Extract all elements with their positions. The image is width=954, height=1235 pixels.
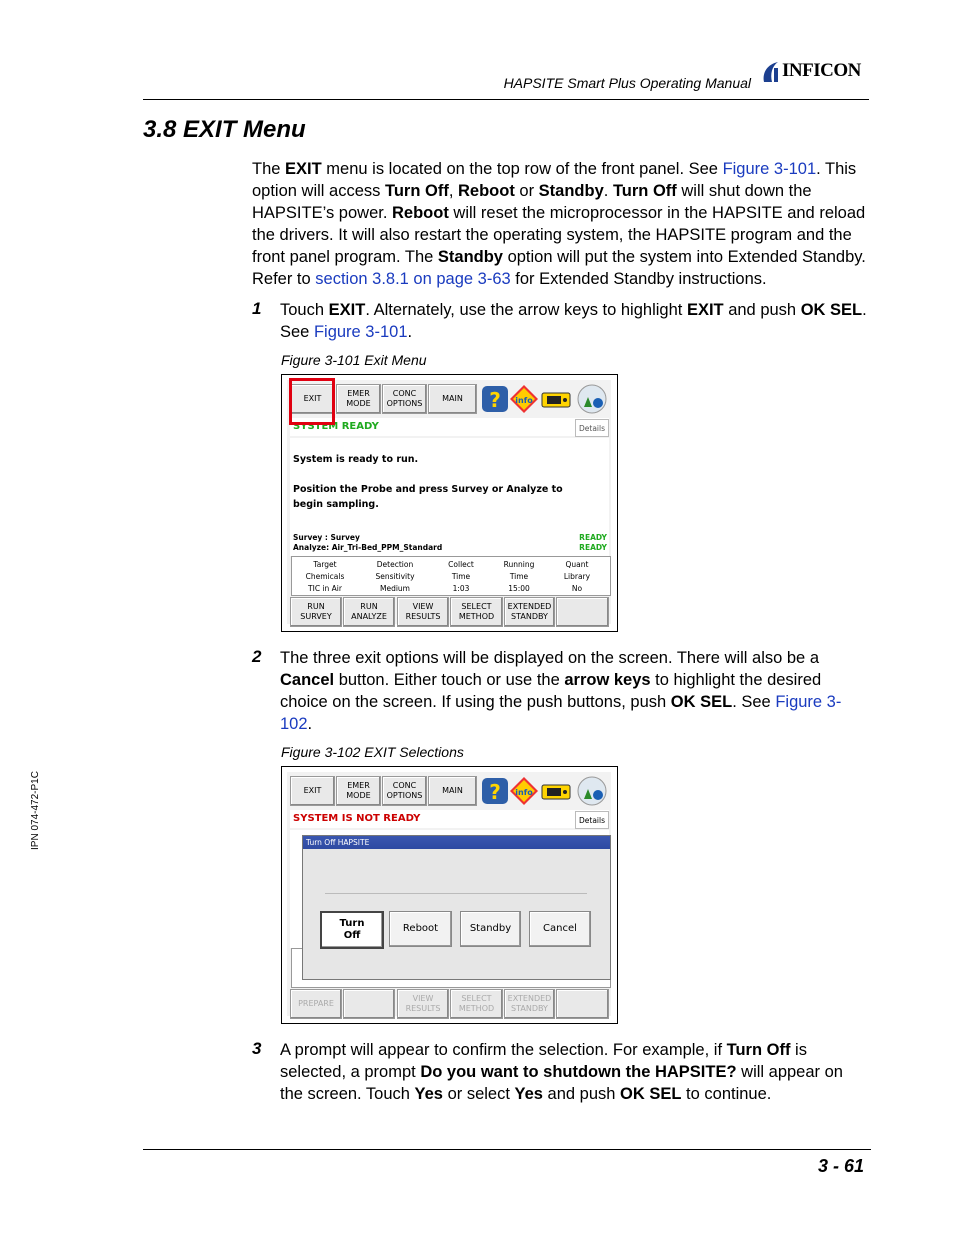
status-text: SYSTEM IS NOT READY — [293, 813, 421, 824]
reboot-button[interactable]: Reboot — [389, 911, 452, 947]
status-icons — [480, 775, 610, 807]
exit-selections-screenshot — [281, 766, 618, 1024]
run-analyze-button[interactable]: RUN ANALYZE — [343, 597, 395, 627]
analyze-ready: READY — [579, 543, 607, 552]
svg-text:?: ? — [489, 388, 501, 412]
exit-button[interactable]: EXIT — [290, 776, 335, 806]
exit-menu-screenshot — [281, 374, 618, 632]
svg-text:info: info — [515, 788, 533, 797]
manual-title: HAPSITE Smart Plus Operating Manual — [503, 75, 751, 91]
step-number: 2 — [252, 647, 262, 666]
figure-link[interactable]: Figure 3-102 — [280, 693, 842, 733]
battery-icon — [542, 393, 570, 407]
settings-table: Target Chemicals TIC in Air Detection Sensitivity Medium Collect Time 1:03 Running Time 15:00 Quant Library No — [291, 556, 611, 596]
network-icon — [578, 385, 606, 413]
intro-paragraph: The EXIT menu is located on the top row of the front panel. See Figure 3-101. This option will access Turn Off, Reboot or Standby. Turn Off will shut down the HAPSITE’s power. Reboot will reset the microprocessor in the HAPSITE and reload the drivers. It will also restart the operating system, the HAPSITE program and the front panel program. The Standby option will put the system into Extended Standby. Refer to section 3.8.1 on page 3-63 for Extended Standby instructions. — [252, 160, 866, 288]
dialog-separator — [325, 893, 587, 894]
header-rule — [143, 99, 869, 100]
section-link[interactable]: section 3.8.1 on page 3-63 — [315, 270, 511, 288]
status-bar — [290, 810, 609, 828]
exit-button[interactable]: EXIT — [290, 384, 335, 414]
turn-off-dialog — [302, 835, 611, 980]
info-icon — [510, 385, 538, 413]
step-text: A prompt will appear to confirm the selection. For example, if Turn Off is selected, a prompt Do you want to shutdown the HAPSITE? will appear on the screen. Touch Yes or select Yes and push OK SEL to continue. — [280, 1041, 843, 1103]
figure-link[interactable]: Figure 3-101 — [313, 323, 408, 341]
figure-caption: Figure 3-102 EXIT Selections — [281, 744, 464, 760]
message-line: System is ready to run. — [293, 454, 419, 465]
view-results-button[interactable]: VIEW RESULTS — [397, 989, 449, 1019]
step-number: 1 — [252, 299, 262, 318]
help-icon — [482, 386, 508, 412]
inficon-logo-icon — [760, 60, 782, 84]
step-number: 3 — [252, 1039, 262, 1058]
survey-ready: READY — [579, 533, 607, 542]
run-survey-button[interactable]: RUN SURVEY — [290, 597, 342, 627]
turn-off-button[interactable]: Turn Off — [320, 911, 384, 949]
extended-standby-button[interactable]: EXTENDED STANDBY — [504, 989, 555, 1019]
figure-caption: Figure 3-101 Exit Menu — [281, 352, 427, 368]
logo-text: INFICON — [782, 60, 861, 81]
status-icons — [480, 383, 610, 415]
conc-options-button[interactable]: CONC OPTIONS — [382, 384, 427, 414]
select-method-button[interactable]: SELECT METHOD — [450, 989, 503, 1019]
network-icon — [578, 777, 606, 805]
survey-label: Survey : Survey — [293, 533, 360, 542]
document-code: IPN 074-472-P1C — [30, 771, 41, 850]
main-button[interactable]: MAIN — [428, 384, 477, 414]
standby-button[interactable]: Standby — [460, 911, 521, 947]
status-text: SYSTEM READY — [293, 421, 379, 432]
section-title: 3.8 EXIT Menu — [143, 116, 306, 143]
info-icon — [510, 777, 538, 805]
main-button[interactable]: MAIN — [428, 776, 477, 806]
empty-button — [556, 989, 609, 1019]
footer-rule — [143, 1149, 871, 1150]
dialog-title: Turn Off HAPSITE — [303, 836, 610, 849]
help-icon — [482, 778, 508, 804]
analyze-label: Analyze: Air_Tri-Bed_PPM_Standard — [293, 543, 443, 552]
figure-link[interactable]: Figure 3-101 — [722, 160, 817, 178]
details-button[interactable]: Details — [575, 419, 609, 437]
status-bar — [290, 418, 609, 436]
highlight-box — [289, 378, 335, 425]
step-text: The three exit options will be displayed on the screen. There will also be a Cancel button. Either touch or use the arrow keys to highlight the desired choice on the screen. If using the push buttons, push OK SEL. See Figure 3-102. — [280, 649, 842, 733]
svg-text:info: info — [515, 396, 533, 405]
step-text: Touch EXIT. Alternately, use the arrow keys to highlight EXIT and push OK SEL. See Figure 3-101. — [280, 301, 867, 341]
empty-button — [343, 989, 395, 1019]
cancel-button[interactable]: Cancel — [529, 911, 591, 947]
conc-options-button[interactable]: CONC OPTIONS — [382, 776, 427, 806]
empty-button — [556, 597, 609, 627]
message-area — [290, 438, 609, 556]
emer-mode-button[interactable]: EMER MODE — [336, 384, 381, 414]
emer-mode-button[interactable]: EMER MODE — [336, 776, 381, 806]
extended-standby-button[interactable]: EXTENDED STANDBY — [504, 597, 555, 627]
message-line: begin sampling. — [293, 499, 379, 510]
battery-icon — [542, 785, 570, 799]
prepare-button[interactable]: PREPARE — [290, 989, 342, 1019]
view-results-button[interactable]: VIEW RESULTS — [397, 597, 449, 627]
details-button[interactable]: Details — [575, 811, 609, 829]
message-line: Position the Probe and press Survey or Analyze to — [293, 484, 563, 495]
svg-text:?: ? — [489, 780, 501, 804]
page-number: 3 - 61 — [817, 1156, 864, 1176]
select-method-button[interactable]: SELECT METHOD — [450, 597, 503, 627]
